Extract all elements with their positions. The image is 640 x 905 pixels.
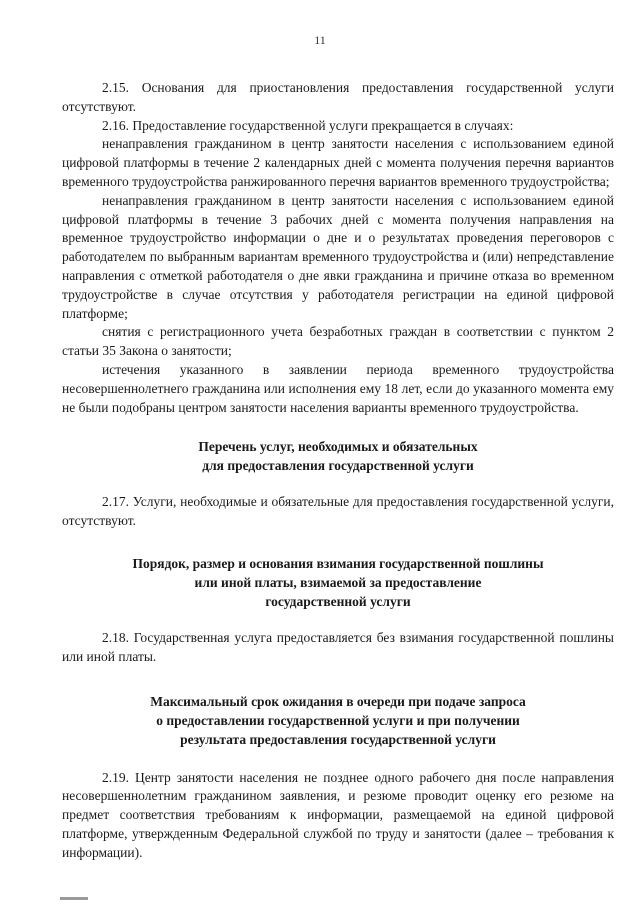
footer-mark (60, 897, 88, 900)
section-heading-queue (62, 692, 614, 749)
document-body (62, 79, 614, 863)
heading-line: или иной платы, взимаемой за предоставление (194, 574, 482, 590)
paragraph-2-19: 2.19. Центр занятости населения не позднее одного рабочего дня после направления несовершеннолетним гражданином заявления, и резюме проводит оценку его резюме на предмет соответствия требованиям к информации, размещаемой на единой цифровой платформе, утвержденным Федеральной службой по труду и занятости (далее – требования к информации). (62, 769, 614, 860)
paragraph-2-17: 2.17. Услуги, необходимые и обязательные для предоставления государственной услуги, отсутствуют. (62, 494, 614, 529)
list-item-case-2: ненаправления гражданином в центр занятости населения с использованием единой цифровой платформы в течение 3 рабочих дней с момента получения направления на временное трудоустройство информации о дне и о результатах проведения переговоров с работодателем по выбранным вариантам временного трудоустройства и (или) непредставление направления с отметкой работодателя о дне явки гражданина и причине отказа во временном трудоустройстве в случае отсутствия у работодателя регистрации на единой цифровой платформе; (62, 192, 614, 321)
heading-line: Максимальный срок ожидания в очереди при подаче запроса (150, 693, 526, 709)
heading-line: Перечень услуг, необходимых и обязательных (198, 439, 478, 455)
paragraph-2-16: 2.16. Предоставление государственной услуги прекращается в случаях: (102, 117, 514, 133)
list-item-case-3: снятия с регистрационного учета безработных граждан в соответствии с пунктом 2 статьи 35 Закона о занятости; (62, 324, 614, 359)
section-heading-services (62, 437, 614, 475)
heading-line: о предоставлении государственной услуги и при получении (156, 712, 520, 728)
heading-line: для предоставления государственной услуги (202, 458, 474, 474)
section-heading-fee (62, 554, 614, 611)
list-item-case-1: ненаправления гражданином в центр занятости населения с использованием единой цифровой платформы в течение 2 календарных дней с момента получения перечня вариантов временного трудоустройства ранжированного перечня вариантов временного трудоустройства; (62, 136, 614, 189)
paragraph-2-15: 2.15. Основания для приостановления предоставления государственной услуги отсутствуют. (62, 80, 614, 114)
heading-line: Порядок, размер и основания взимания государственной пошлины (132, 555, 544, 571)
paragraph-2-18: 2.18. Государственная услуга предоставляется без взимания государственной пошлины или иной платы. (62, 629, 614, 664)
heading-line: государственной услуги (265, 593, 411, 609)
page-number: 11 (314, 33, 326, 47)
list-item-case-4: истечения указанного в заявлении периода временного трудоустройства несовершеннолетнего гражданина или исполнения ему 18 лет, если до указанного момента ему не были подобраны центром занятости населения варианты временного трудоустройства. (62, 361, 614, 415)
heading-line: результата предоставления государственной услуги (180, 731, 496, 747)
